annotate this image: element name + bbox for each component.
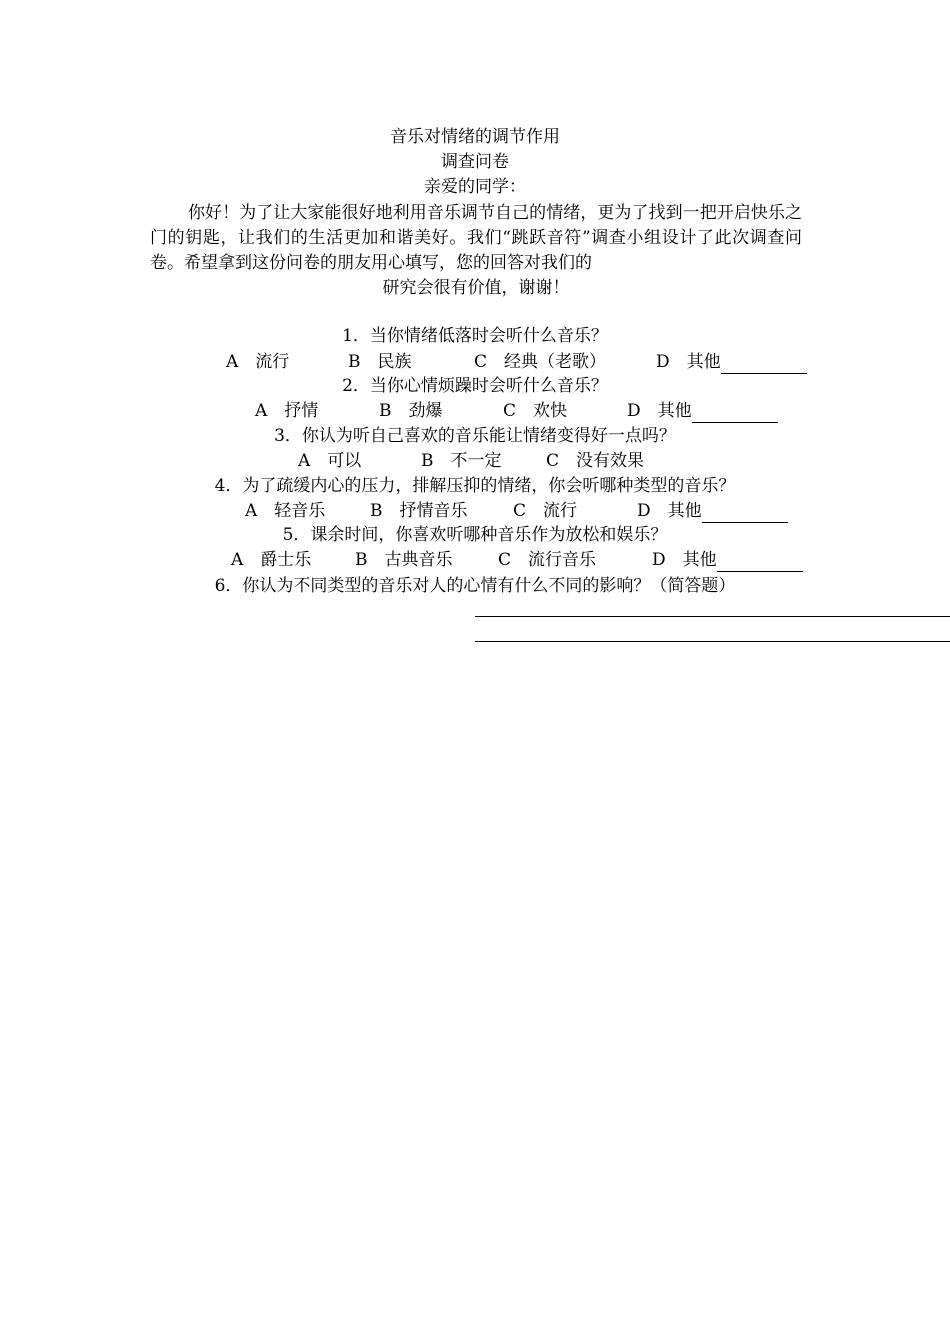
- q4-option-d[interactable]: [637, 499, 788, 523]
- question-6: 6．你认为不同类型的音乐对人的心情有什么不同的影响？（简答题）: [214, 576, 736, 596]
- question-4: 4．为了疏缓内心的压力，排解压抑的情绪，你会听哪种类型的音乐？: [214, 476, 736, 496]
- q5-option-b[interactable]: B 古典音乐: [355, 550, 453, 570]
- q5-option-d-label: D 其他: [652, 550, 717, 570]
- q1-option-a[interactable]: A 流行: [226, 352, 290, 372]
- q1-option-b[interactable]: B 民族: [348, 352, 412, 372]
- q4-option-a[interactable]: A 轻音乐: [245, 501, 326, 521]
- question-5-options: [0, 548, 950, 668]
- q1-other-blank[interactable]: [721, 355, 807, 374]
- intro-paragraph: [150, 201, 802, 301]
- q5-option-d[interactable]: [652, 548, 803, 572]
- q4-option-d-label: D 其他: [637, 501, 702, 521]
- intro-last-line: 研究会很有价值，谢谢！: [382, 278, 570, 298]
- question-3: 3．你认为听自己喜欢的音乐能让情绪变得好一点吗？: [274, 426, 676, 446]
- q1-option-c[interactable]: C 经典（老歌）: [474, 352, 607, 372]
- question-5: 5．课余时间，你喜欢听哪种音乐作为放松和娱乐？: [282, 525, 668, 545]
- intro-body: 你好！为了让大家能很好地利用音乐调节自己的情绪，更为了找到一把开启快乐之门的钥匙，让我们的生活更加和谐美好。我们“跳跃音符”调查小组设计了此次调查问卷。希望拿到这份问卷的朋友用心填写，您的回答对我们的: [150, 203, 802, 273]
- q2-option-d-label: D 其他: [627, 401, 692, 421]
- salutation: 亲爱的同学：: [424, 177, 526, 197]
- q4-option-b[interactable]: B 抒情音乐: [370, 501, 468, 521]
- q2-other-blank[interactable]: [692, 404, 778, 423]
- q2-option-c[interactable]: C 欢快: [503, 401, 568, 421]
- survey-subtitle: 调查问卷: [441, 152, 509, 172]
- question-1: 1．当你情绪低落时会听什么音乐？: [342, 326, 608, 346]
- q5-other-blank[interactable]: [717, 553, 803, 572]
- q2-option-b[interactable]: B 劲爆: [379, 401, 443, 421]
- q4-option-c[interactable]: C 流行: [513, 501, 578, 521]
- q6-answer-line-1[interactable]: [475, 616, 950, 617]
- q6-answer-line-2[interactable]: [475, 641, 950, 642]
- survey-title: 音乐对情绪的调节作用: [390, 127, 560, 147]
- q4-other-blank[interactable]: [702, 504, 788, 523]
- q5-option-c[interactable]: C 流行音乐: [498, 550, 597, 570]
- question-2: 2．当你心情烦躁时会听什么音乐？: [342, 376, 608, 396]
- q2-option-a[interactable]: A 抒情: [255, 401, 319, 421]
- q1-option-d-label: D 其他: [656, 352, 721, 372]
- q5-option-a[interactable]: A 爵士乐: [231, 550, 312, 570]
- q3-option-b[interactable]: B 不一定: [421, 451, 502, 471]
- q3-option-a[interactable]: A 可以: [298, 451, 362, 471]
- q2-option-d[interactable]: [627, 399, 778, 423]
- q1-option-d[interactable]: [656, 350, 807, 374]
- q3-option-c[interactable]: C 没有效果: [546, 451, 645, 471]
